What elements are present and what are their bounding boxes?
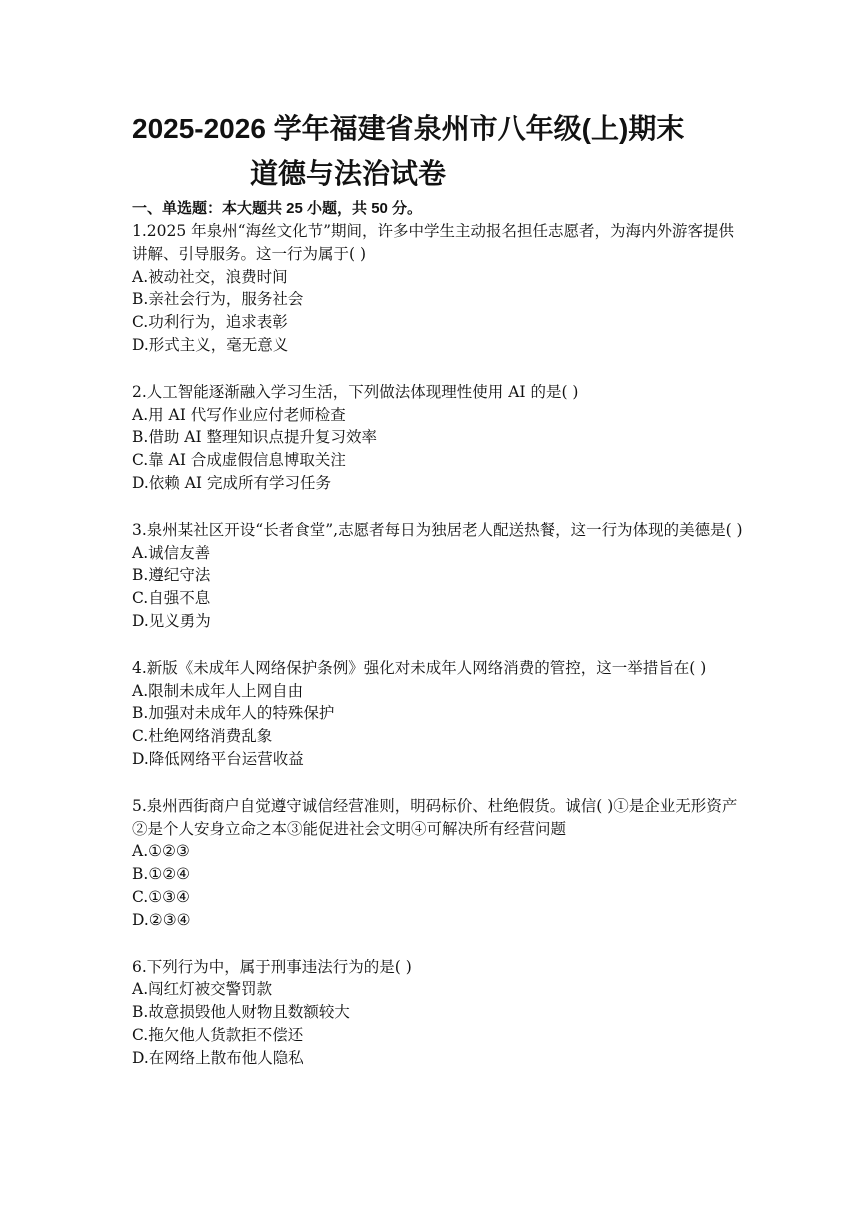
option-a: A.限制未成年人上网自由 <box>132 681 304 700</box>
question-6 <box>132 956 744 1070</box>
option-b: B.故意损毁他人财物且数额较大 <box>132 1003 350 1022</box>
option-c: C.拖欠他人货款拒不偿还 <box>132 1025 304 1044</box>
question-4 <box>132 657 744 771</box>
option-d: D.降低网络平台运营收益 <box>132 749 304 768</box>
option-b: B.①②④ <box>132 865 191 884</box>
question-5 <box>132 795 744 932</box>
option-a: A.用 AI 代写作业应付老师检查 <box>132 405 346 424</box>
option-d: D.依赖 AI 完成所有学习任务 <box>132 473 331 492</box>
option-c: C.自强不息 <box>132 589 211 608</box>
question-1 <box>132 220 744 357</box>
option-b: B.遵纪守法 <box>132 566 211 585</box>
option-d: D.见义勇为 <box>132 611 211 630</box>
question-stem: 6.下列行为中，属于刑事违法行为的是( ) <box>132 957 412 976</box>
question-stem: 3.泉州某社区开设“长者食堂”,志愿者每日为独居老人配送热餐，这一行为体现的美德是( ) <box>132 520 743 539</box>
option-b: B.借助 AI 整理知识点提升复习效率 <box>132 428 377 447</box>
question-stem: 1.2025 年泉州“海丝文化节”期间，许多中学生主动报名担任志愿者，为海内外游客提供讲解、引导服务。这一行为属于( ) <box>132 222 735 263</box>
option-b: B.加强对未成年人的特殊保护 <box>132 704 335 723</box>
option-b: B.亲社会行为，服务社会 <box>132 290 304 309</box>
option-d: D.②③④ <box>132 910 191 929</box>
option-d: D.在网络上散布他人隐私 <box>132 1048 304 1067</box>
question-list <box>132 220 744 1094</box>
option-a: A.被动社交，浪费时间 <box>132 267 288 286</box>
question-stem: 4.新版《未成年人网络保护条例》强化对未成年人网络消费的管控，这一举措旨在( ) <box>132 658 707 677</box>
option-c: C.杜绝网络消费乱象 <box>132 727 273 746</box>
exam-title-line2: 道德与法治试卷 <box>250 158 447 189</box>
question-3 <box>132 519 744 633</box>
option-a: A.①②③ <box>132 842 190 861</box>
question-stem: 2.人工智能逐渐融入学习生活，下列做法体现理性使用 AI 的是( ) <box>132 382 579 401</box>
question-2 <box>132 381 744 495</box>
question-stem: 5.泉州西街商户自觉遵守诚信经营准则，明码标价、杜绝假货。诚信( )①是企业无形资产②是个人安身立命之本③能促进社会文明④可解决所有经营问题 <box>132 796 738 838</box>
option-d: D.形式主义，毫无意义 <box>132 335 289 354</box>
option-a: A.诚信友善 <box>132 543 211 562</box>
option-c: C.①③④ <box>132 887 190 906</box>
option-a: A.闯红灯被交警罚款 <box>132 980 273 999</box>
option-c: C.功利行为，追求表彰 <box>132 313 288 332</box>
section-heading: 一、单选题：本大题共 25 小题，共 50 分。 <box>132 200 423 217</box>
option-c: C.靠 AI 合成虚假信息博取关注 <box>132 451 346 470</box>
exam-title-line1: 2025-2026 学年福建省泉州市八年级(上)期末 <box>132 113 685 144</box>
